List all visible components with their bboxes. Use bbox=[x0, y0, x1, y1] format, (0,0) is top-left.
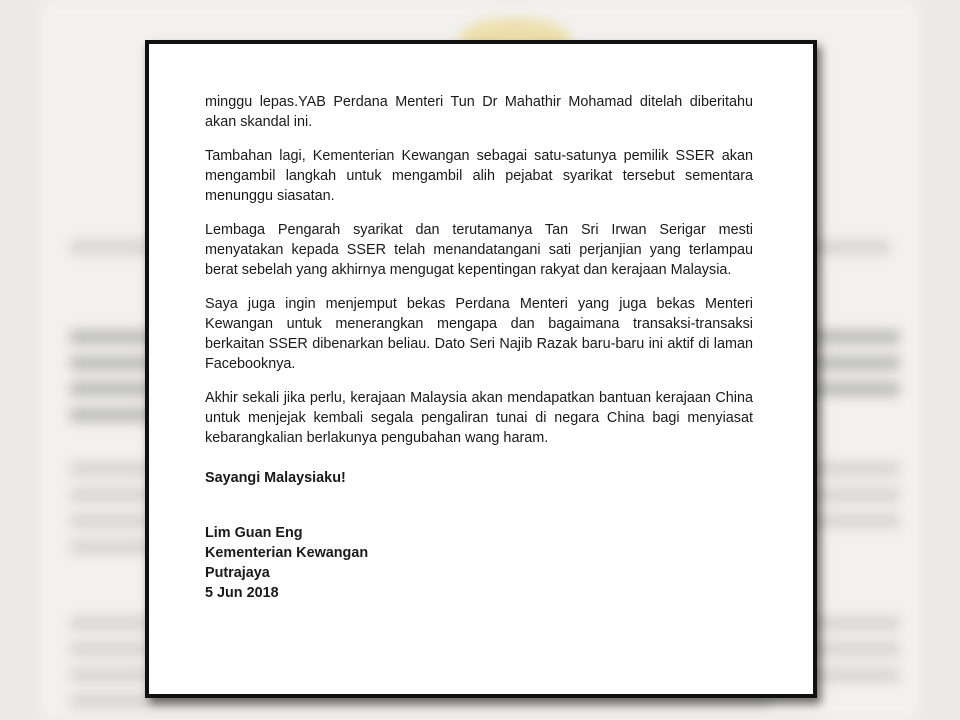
signatory-place: Putrajaya bbox=[205, 565, 270, 581]
letter-page bbox=[145, 40, 817, 698]
signoff: Sayangi Malaysiaku! bbox=[205, 470, 346, 486]
paragraph: Lembaga Pengarah syarikat dan terutamanya Tan Sri Irwan Serigar mesti menyatakan kepada SSER telah menandatangani sati perjanjian yang terlampau berat sebelah yang akhirnya mengugat kepentingan rakyat dan kerajaan Malaysia. bbox=[205, 222, 753, 278]
letter-body bbox=[205, 92, 753, 462]
paragraph: minggu lepas.YAB Perdana Menteri Tun Dr Mahathir Mohamad ditelah diberitahu akan skandal ini. bbox=[205, 94, 753, 130]
signatory-name: Lim Guan Eng bbox=[205, 525, 303, 541]
signatory-ministry: Kementerian Kewangan bbox=[205, 545, 369, 561]
paragraph: Saya juga ingin menjemput bekas Perdana Menteri yang juga bekas Menteri Kewangan untuk menerangkan mengapa dan bagaimana transaksi-transaksi berkaitan SSER dibenarkan beliau. Dato Seri Najib Razak baru-baru ini aktif di laman Facebooknya. bbox=[205, 296, 753, 372]
paragraph: Akhir sekali jika perlu, kerajaan Malaysia akan mendapatkan bantuan kerajaan China untuk menjejak kembali segala pengaliran tunai di negara China bagi menyiasat kebarangkalian berlakunya pengubahan wang haram. bbox=[205, 390, 753, 446]
letter-date: 5 Jun 2018 bbox=[205, 585, 279, 601]
signature-block bbox=[205, 523, 368, 603]
paragraph: Tambahan lagi, Kementerian Kewangan sebagai satu-satunya pemilik SSER akan mengambil langkah untuk mengambil alih pejabat syarikat tersebut sementara menunggu siasatan. bbox=[205, 148, 753, 204]
